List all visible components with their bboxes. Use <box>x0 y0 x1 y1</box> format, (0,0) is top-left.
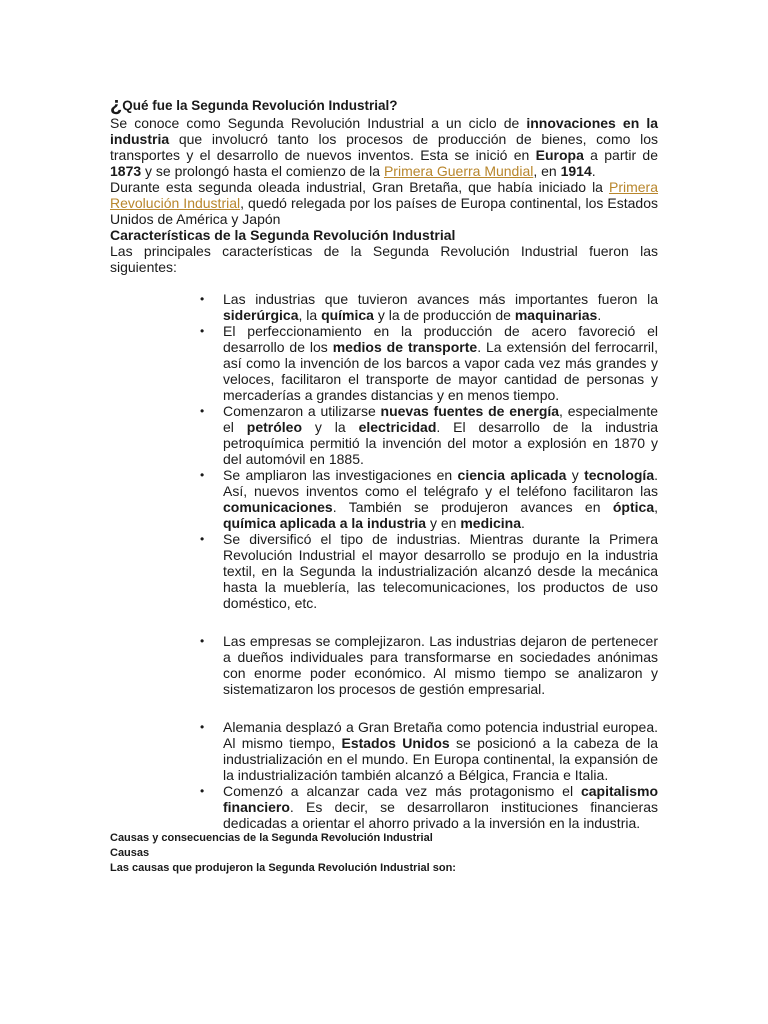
bold-term: siderúrgica <box>223 307 299 323</box>
text-run: El perfeccionamiento en la producción de acero favoreció el desarrollo de los <box>223 323 658 355</box>
list-item <box>223 531 658 611</box>
bold-term: Europa <box>535 147 584 163</box>
text-run: Se conoce como Segunda Revolución Industrial a un ciclo de <box>110 115 527 131</box>
bold-term: química aplicada a la industria <box>223 515 427 531</box>
title-question-mark: ¿ <box>110 94 123 116</box>
text-run: a partir de <box>583 147 659 163</box>
bold-term: electricidad <box>358 419 437 435</box>
list-item <box>223 323 658 403</box>
text-run: y en <box>426 515 461 531</box>
text-run: . También se produjeron avances en <box>332 499 613 515</box>
text-run: y la <box>302 419 359 435</box>
bold-term: medios de transporte <box>332 339 478 355</box>
text-run: . La extensión del ferrocarril, así como la invención de los barcos a vapor cada vez más grandes y veloces, facilitaron el transporte de mayor cantidad de personas y mercaderías a grandes distancias y en menos tiempo. <box>223 339 658 403</box>
spacer <box>223 611 658 633</box>
text-run: Las empresas se complejizaron. Las industrias dejaron de pertenecer a dueños individuales para transformarse en sociedades anónimas con enorme poder económico. Al mismo tiempo se analizaron y sistematizaron los procesos de gestión empresarial. <box>223 633 658 697</box>
bold-term: comunicaciones <box>223 499 333 515</box>
list-item <box>223 633 658 697</box>
bold-term: 1914 <box>560 163 592 179</box>
text-run: Durante esta segunda oleada industrial, Gran Bretaña, que había iniciado la <box>110 179 609 195</box>
text-run: . <box>591 163 596 179</box>
text-run: , <box>654 499 658 515</box>
document-page <box>110 96 658 876</box>
bold-term: 1873 <box>110 163 142 179</box>
bold-term: capitalismo financiero <box>223 783 658 815</box>
spacer <box>110 275 658 291</box>
bold-term: nuevas fuentes de energía <box>380 403 560 419</box>
bold-term: ciencia aplicada <box>457 467 567 483</box>
text-run: Alemania desplazó a Gran Bretaña como potencia industrial europea. Al mismo tiempo, <box>223 719 658 751</box>
list-item <box>223 291 658 323</box>
bold-term: medicina <box>460 515 522 531</box>
title-text: Qué fue la Segunda Revolución Industrial? <box>122 98 398 113</box>
list-item <box>223 403 658 467</box>
causes-subheading: Causas <box>110 847 150 859</box>
text-run: Comenzó a alcanzar cada vez más protagonismo el <box>223 783 581 799</box>
text-run: , en <box>533 163 561 179</box>
page-title <box>110 96 658 115</box>
causes-heading: Causas y consecuencias de la Segunda Revolución Industrial <box>110 832 433 844</box>
text-run: , la <box>298 307 322 323</box>
bold-term: petróleo <box>246 419 303 435</box>
text-run: , quedó relegada por los países de Europa continental, los Estados Unidos de América y Japón <box>110 195 658 227</box>
characteristics-heading: Características de la Segunda Revolución Industrial <box>110 227 456 243</box>
text-run: y <box>566 467 585 483</box>
text-run: que involucró tanto los procesos de producción de bienes, como los transportes y el desarrollo de nuevos inventos. Esta se inició en <box>110 131 658 163</box>
bold-term: maquinarias <box>514 307 598 323</box>
intro-paragraph <box>110 115 658 179</box>
text-run: . El desarrollo de la industria petroquímica permitió la invención del motor a explosión en 1870 y del automóvil en 1885. <box>223 419 658 467</box>
bold-term: química <box>321 307 374 323</box>
text-run: Las industrias que tuvieron avances más importantes fueron la <box>223 291 658 307</box>
bold-term: óptica <box>612 499 655 515</box>
text-run: y se prolongó hasta el comienzo de la <box>141 163 384 179</box>
britain-paragraph <box>110 179 658 227</box>
text-run: . <box>597 307 602 323</box>
list-item <box>223 719 658 783</box>
bold-term: Estados Unidos <box>341 735 450 751</box>
wiki-link[interactable]: Primera Guerra Mundial <box>383 163 534 179</box>
list-item <box>223 783 658 831</box>
text-run: , especialmente el <box>223 403 658 435</box>
text-run: Se diversificó el tipo de industrias. Mientras durante la Primera Revolución Industrial el mayor desarrollo se produjo en la industria textil, en la Segunda la industrialización alcanzó desde la mecánica hasta la mueblería, las telecomunicaciones, los productos de uso doméstico, etc. <box>223 531 658 611</box>
list-item <box>223 467 658 531</box>
causes-intro: Las causas que produjeron la Segunda Revolución Industrial son: <box>110 862 456 874</box>
text-run: Se ampliaron las investigaciones en <box>223 467 458 483</box>
bold-term: tecnología <box>584 467 655 483</box>
text-run: se posicionó a la cabeza de la industrialización en el mundo. En Europa continental, la expansión de la industrialización también alcanzó a Bélgica, Francia e Italia. <box>223 735 659 783</box>
text-run: Comenzaron a utilizarse <box>223 403 381 419</box>
characteristics-list <box>110 291 658 831</box>
text-run: . Es decir, se desarrollaron instituciones financieras dedicadas a orientar el ahorro privado a la inversión en la industria. <box>223 799 658 831</box>
bold-term: innovaciones en la industria <box>110 115 658 147</box>
spacer <box>223 697 658 719</box>
wiki-link[interactable]: Primera Revolución Industrial <box>110 179 658 211</box>
text-run: y la de producción de <box>373 307 515 323</box>
characteristics-intro: Las principales características de la Segunda Revolución Industrial fueron las siguientes: <box>110 243 658 275</box>
text-run: . <box>521 515 525 531</box>
text-run: . Así, nuevos inventos como el telégrafo y el teléfono facilitaron las <box>223 467 658 499</box>
